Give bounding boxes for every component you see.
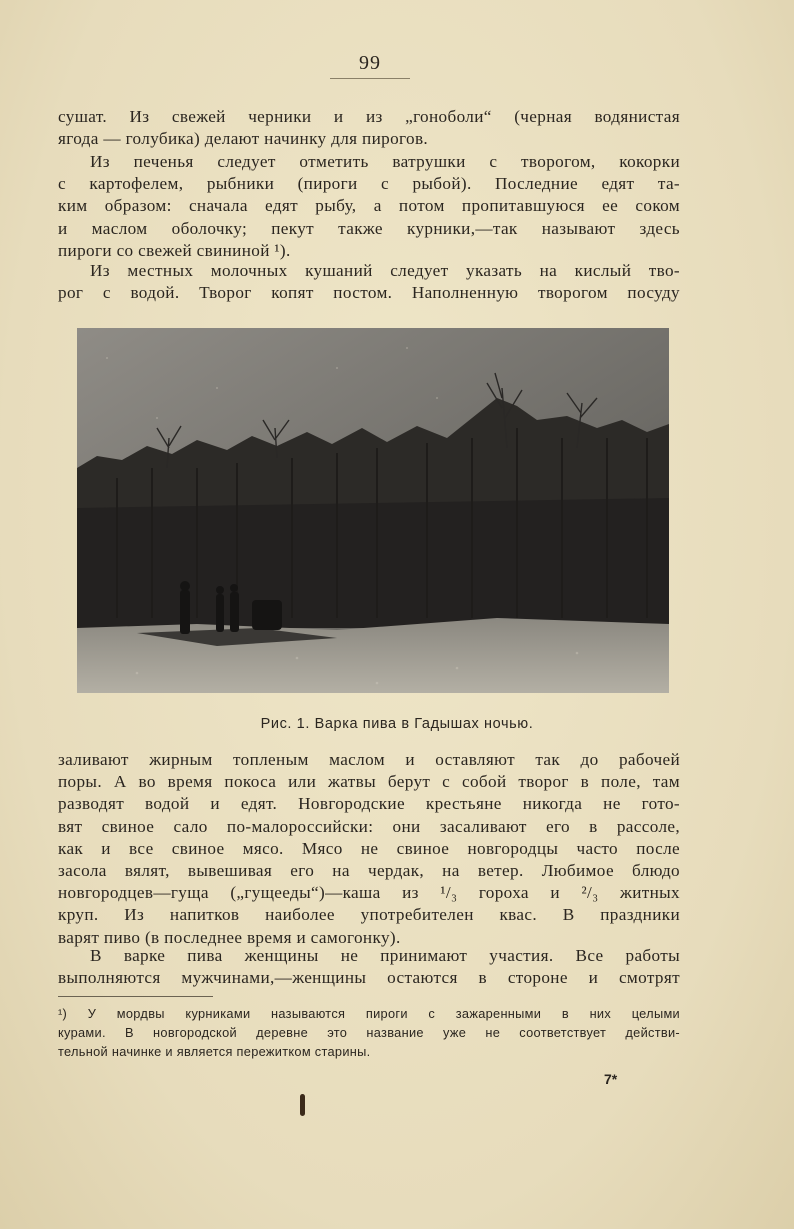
- paragraph-1: [58, 106, 680, 150]
- text-line: засола вялят, вывешивая его на чердак, на ветер. Любимое блюдо: [58, 861, 680, 881]
- figure-caption: Рис. 1. Варка пива в Гадышах ночью.: [260, 716, 534, 732]
- text-line: заливают жирным топленым маслом и оставляют так до рабочей: [58, 750, 680, 769]
- text-line: поры. А во время покоса или жатвы берут с собой творог в поле, там: [58, 772, 680, 792]
- text-line: Из местных молочных кушаний следует указать на кислый тво-: [90, 261, 680, 280]
- brewing-photograph: [77, 328, 669, 693]
- footnote-rule: [58, 996, 213, 997]
- text-line: Из печенья следует отметить ватрушки с творогом, кокорки: [90, 152, 680, 171]
- text-line: варят пиво (в последнее время и самогонку).: [58, 927, 401, 947]
- ink-mark: [300, 1094, 305, 1116]
- footnote-line: ¹) У мордвы курниками называются пироги с зажаренными в них целыми: [58, 1006, 680, 1021]
- paragraph-2: [58, 151, 680, 262]
- printer-signature: 7*: [604, 1071, 618, 1087]
- text-line: В варке пива женщины не принимают участия. Все работы: [90, 946, 680, 965]
- text-line: с картофелем, рыбники (пироги с рыбой). Последние едят та-: [58, 174, 680, 194]
- text-line: выполняются мужчинами,—женщины остаются в стороне и смотрят: [58, 968, 680, 988]
- text-line: ким образом: сначала едят рыбу, а потом пропитавшуюся ее соком: [58, 196, 680, 216]
- photograph-illustration: [77, 328, 669, 693]
- page-number-rule: [330, 78, 410, 79]
- paragraph-3: [58, 260, 680, 304]
- text-line: пироги со свежей свининой ¹).: [58, 240, 291, 260]
- text-line: разводят водой и едят. Новгородские крестьяне никогда не гото-: [58, 794, 680, 814]
- text-line: и маслом оболочку; пекут также курники,—так называют здесь: [58, 218, 680, 238]
- text-line: новгородцев—гуща („гущееды“)—каша из ¹/₃ гороха и ²/₃ житных: [58, 883, 680, 903]
- page-number: 99: [359, 52, 381, 74]
- text-line: вят свиное сало по-малороссийски: они засаливают его в рассоле,: [58, 816, 680, 836]
- footnote: [58, 1004, 680, 1061]
- paragraph-5: [58, 945, 680, 989]
- footnote-line: курами. В новгородской деревне это название уже не соответствует действи-: [58, 1025, 680, 1040]
- footnote-line: тельной начинке и является пережитком старины.: [58, 1044, 371, 1059]
- text-line: как и все свиное мясо. Мясо не свиное новгородцы часто после: [58, 838, 680, 858]
- paragraph-4: [58, 749, 680, 949]
- text-line: рог с водой. Творог копят постом. Наполненную творогом посуду: [58, 283, 680, 303]
- text-line: круп. Из напитков наиболее употребителен квас. В праздники: [58, 905, 680, 925]
- text-line: ягода — голубика) делают начинку для пирогов.: [58, 129, 429, 149]
- text-line: сушат. Из свежей черники и из „гоноболи“ (черная водянистая: [58, 107, 680, 126]
